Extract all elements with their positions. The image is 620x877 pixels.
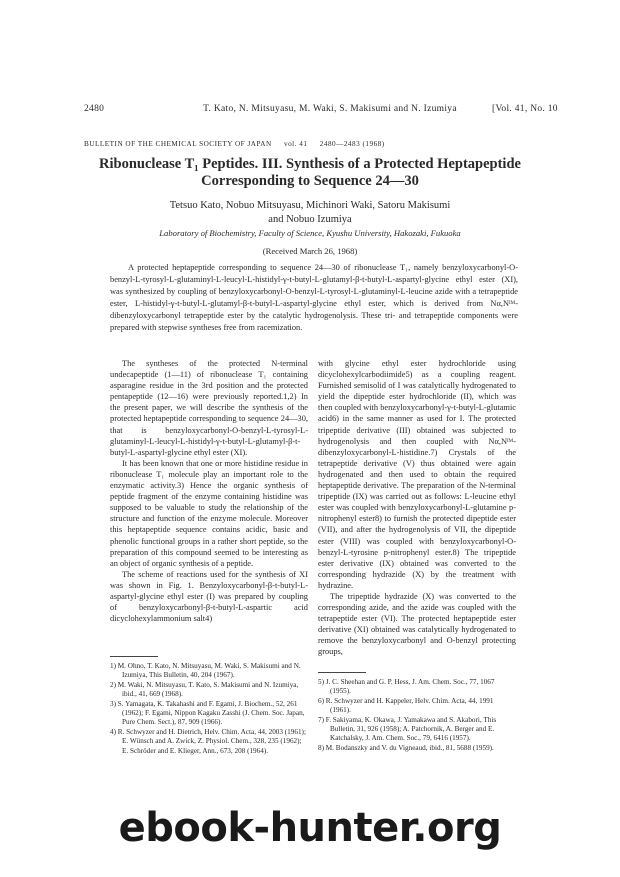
body-column-right — [318, 358, 516, 658]
body-paragraph: The tripeptide hydrazide (X) was converted to the corresponding azide, and the azide was coupled with the tetrapeptide ester (VI). The protected heptapeptide ester derivative (XI) obtained was catalytically hydrogenated to remove the benzyloxycarbonyl and O-benzyl protecting groups, — [318, 591, 516, 657]
page-number: 2480 — [84, 104, 105, 114]
abstract-text: A protected heptapeptide corresponding to sequence 24—30 of ribonuclease T₁, namely benzyloxycarbonyl-O-benzyl-L-tyrosyl-L-glutaminyl-L-leucyl-L-histidyl-γ-t-butyl-L-glutamyl-β-t-butyl-L-aspartyl-glycine ethyl ester (XI), was synthesized by coupling of benzyloxycarbonyl-O-benzyl-L-tyrosyl-L-glutaminyl-L-leucine azide with a tetrapeptide ester, L-histidyl-γ-t-butyl-L-glutamyl-β-t-butyl-L-aspartyl-glycine ethyl ester, which is derived from Nα,Nᴵᴹ-dibenzyloxycarbonyl tetrapeptide ester by the catalytic hydrogenolysis. These tri- and tetrapeptide components were prepared with stepwise syntheses free from racemization. — [110, 263, 518, 332]
footnote: 5) J. C. Sheehan and G. P. Hess, J. Am. Chem. Soc., 77, 1067 (1955). — [318, 678, 495, 696]
title-line-2: Corresponding to Sequence 24—30 — [201, 173, 419, 189]
journal-pages: 2480—2483 (1968) — [319, 140, 385, 148]
watermark: ebook-hunter.org — [118, 805, 502, 851]
journal-name: BULLETIN OF THE CHEMICAL SOCIETY OF JAPAN — [84, 140, 272, 148]
received-date: (Received March 26, 1968) — [262, 246, 358, 256]
body-paragraph: It has been known that one or more histidine residue in ribonuclease T₁ molecule play an important role to the enzymatic activity.3) Hence the organic synthesis of peptide fragment of the enzyme containing histidine was supposed to be valuable to study the relationship of the structure and function of the enzyme molecule. Moreover this heptapeptide sequence contains acidic, basic and phenolic functional groups in a rather short peptide, so the preparation of this compound seemed to be interesting as an object of organic synthesis of a peptide. — [110, 458, 308, 568]
footnote: 1) M. Ohno, T. Kato, N. Mitsuyasu, M. Waki, S. Makisumi and N. Izumiya, This Bulletin, 40, 204 (1967). — [110, 662, 301, 680]
footnote: 4) R. Schwyzer and H. Dietrich, Helv. Chim. Acta, 44, 2003 (1961); E. Wünsch and A. Zwick, Z. Physiol. Chem., 328, 235 (1962); E. Schröder and E. Klieger, Ann., 673, 208 (1964). — [110, 727, 306, 755]
running-head: T. Kato, N. Mitsuyasu, M. Waki, S. Makisumi and N. Izumiya — [203, 104, 457, 114]
footnotes-right — [318, 678, 516, 753]
footnote: 8) M. Bodanszky and V. du Vigneaud, ibid., 81, 5688 (1959). — [318, 743, 494, 752]
volume-info: [Vol. 41, No. 10 — [492, 104, 558, 114]
body-paragraph: The syntheses of the protected N-terminal undecapeptide (1—11) of ribonuclease T₁ containing asparagine residue in the 3rd position and the protected pentapeptide (12—16) were previously reported.1,2) In the present paper, we will describe the synthesis of the protected heptapeptide corresponding to sequence 24—30, that is benzyloxycarbonyl-O-benzyl-L-tyrosyl-L-glutaminyl-L-leucyl-L-histidyl-γ-t-butyl-L-glutamyl-β-t-butyl-L-aspartyl-glycine ethyl ester (XI). — [110, 359, 308, 457]
footnote: 7) F. Sakiyama, K. Okawa, J. Yamakawa and S. Akabori, This Bulletin, 31, 926 (1958); A. Patchornik, A. Berger and E. Katchalsky, J. Am. Chem. Soc., 79, 6416 (1957). — [318, 715, 497, 743]
footnotes-left — [110, 662, 308, 756]
body-paragraph: The scheme of reactions used for the synthesis of XI was shown in Fig. 1. Benzyloxycarbonyl-β-t-butyl-L-aspartyl-glycine ethyl ester (I) was prepared by coupling of benzyloxycarbonyl-β-t-butyl-L-aspartic acid dicyclohexylammonium salt4) — [110, 569, 308, 624]
authors-line-1: Tetsuo Kato, Nobuo Mitsuyasu, Michinori Waki, Satoru Makisumi — [169, 200, 451, 211]
body-column-left — [110, 358, 308, 624]
body-paragraph: with glycine ethyl ester hydrochloride using dicyclohexylcarbodiimide5) as a coupling reagent. Furnished semisolid of I was catalytically hydrogenated to yield the dipeptide ester hydrochloride (II), which was then coupled with benzyloxycarbonyl-γ-t-butyl-L-glutamic acid6) in the same manner as used for I. The protected tripeptide derivative (III) obtained was subjected to hydrogenolysis and then coupled with Nα,Nᴵᴹ-dibenzyloxycarbonyl-L-histidine.7) Crystals of the tetrapeptide derivative (V) thus obtained were again hydrogenated and then used to obtain the required heptapeptide derivative. The preparation of the N-terminal tripeptide (IX) was carried out as follows: L-leucine ethyl ester was coupled with benzyloxycarbonyl-L-glutamine p-nitrophenyl ester8) to furnish the protected dipeptide ester (VII), and after the hydrogenolysis of VII, the dipeptide ester (VIII) was coupled with benzyloxycarbonyl-O-benzyl-L-tyrosine p-nitrophenyl ester.8) The tripeptide ester derivative (IX) obtained was converted to the corresponding hydrazide (X) by the treatment with hydrazine. — [318, 359, 516, 590]
title-line-1: Ribonuclease T₁ Peptides. III. Synthesis of a Protected Heptapeptide — [99, 156, 521, 172]
footnote: 6) R. Schwyzer and H. Kappeler, Helv. Chim. Acta, 44, 1991 (1961). — [318, 696, 494, 715]
footnote: 2) M. Waki, N. Mitsuyasu, T. Kato, S. Makisumi and N. Izumiya, ibid., 41, 669 (1968). — [110, 680, 299, 699]
affiliation: Laboratory of Biochemistry, Faculty of Science, Kyushu University, Hakozaki, Fukuoka — [159, 228, 461, 238]
footnote-divider — [318, 672, 366, 673]
paper-title — [0, 156, 620, 190]
journal-line — [84, 140, 395, 148]
authors — [0, 199, 620, 227]
abstract — [110, 262, 518, 333]
footnote: 3) S. Yamagata, K. Takahashi and F. Egami, J. Biochem., 52, 261 (1962); F. Egami, Nippon Kagaku Zasshi (J. Chem. Soc. Japan, Pure Chem. Sect.), 87, 909 (1966). — [110, 699, 305, 727]
footnote-divider — [110, 656, 158, 657]
journal-volume: vol. 41 — [283, 140, 308, 148]
authors-line-2: and Nobuo Izumiya — [268, 214, 352, 225]
